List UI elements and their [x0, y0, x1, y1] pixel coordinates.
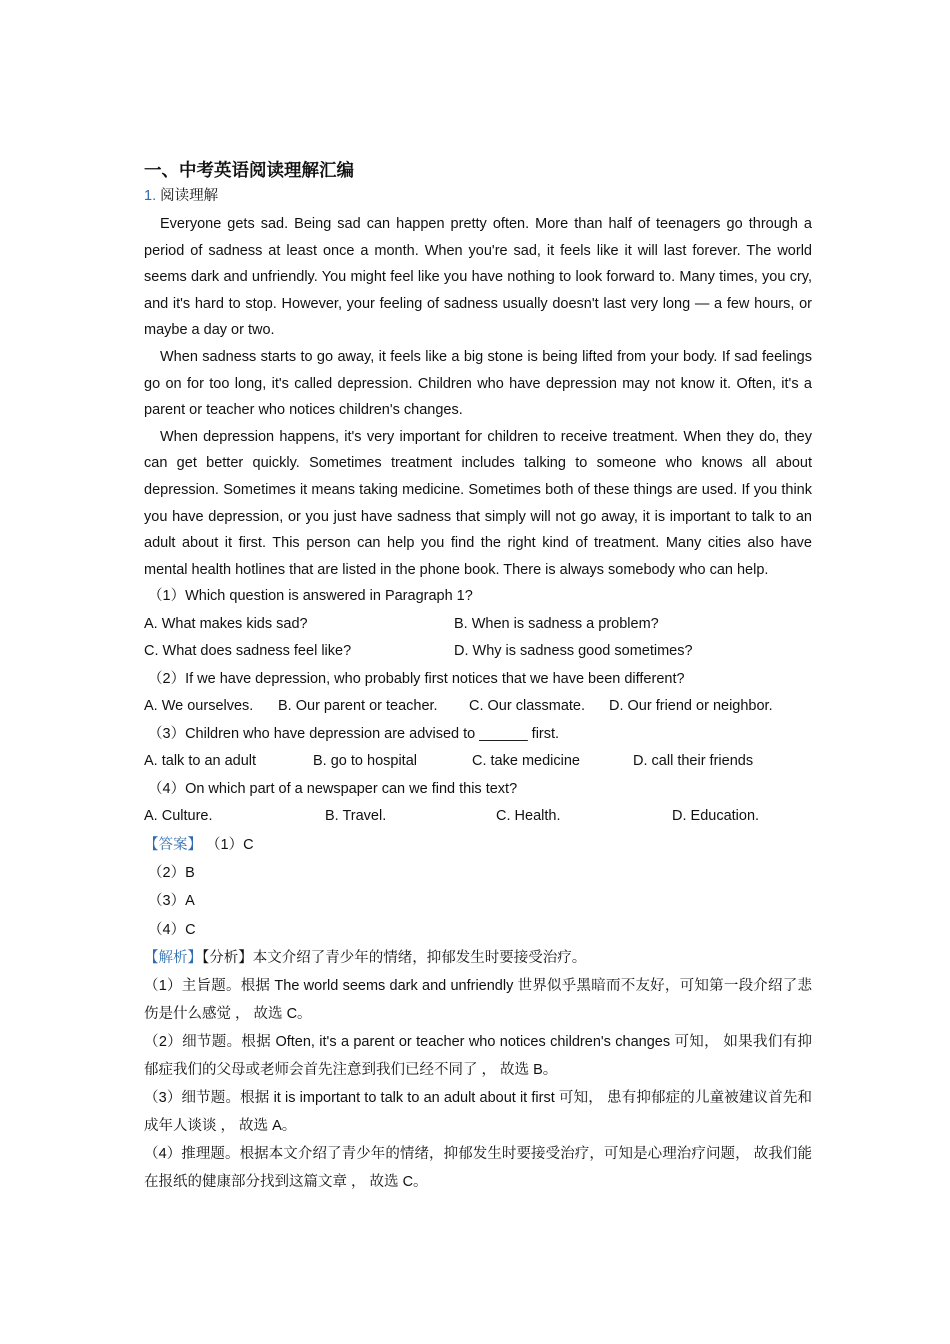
analysis-tag: 【解析】 — [144, 950, 202, 966]
passage-paragraph-2: When sadness starts to go away, it feels like a big stone is being lifted from your body. If sad feelings go on for too long, it's called depression. Children who have depression may not know it. Often, it's a parent or teacher who notices children's changes. — [144, 348, 812, 419]
answer-item: （2）B — [148, 865, 195, 882]
option-d: D. Why is sadness good sometimes? — [454, 643, 693, 660]
question-type: 阅读理解 — [160, 188, 219, 204]
option-c: C. Health. — [496, 808, 561, 825]
analysis-intro-line — [144, 944, 812, 972]
option-d: D. call their friends — [633, 753, 754, 770]
question-stem: （4）On which part of a newspaper can we find this text? — [148, 780, 518, 797]
analysis-block — [144, 944, 812, 1196]
option-b: B. Our parent or teacher. — [278, 698, 438, 715]
answer-item: （3）A — [148, 893, 195, 910]
section-title: 一、中考英语阅读理解汇编 — [144, 160, 354, 180]
question-2 — [144, 666, 812, 721]
option-a: A. We ourselves. — [144, 698, 254, 715]
options-row — [144, 693, 812, 721]
question-stem: （2）If we have depression, who probably first notices that we have been different? — [148, 670, 685, 687]
option-a: A. talk to an adult — [144, 753, 257, 770]
passage-paragraph-1: Everyone gets sad. Being sad can happen pretty often. More than half of teenagers go through a period of sadness at least once a month. When you're sad, it feels like it will last forever. The world seems dark and unfriendly. You might feel like you have nothing to look forward to. Many times, you cry, and it's hard to stop. However, your feeling of sadness usually doesn't last very long — a few hours, or maybe a day or two. — [144, 216, 812, 339]
answer-tag: 【答案】 — [144, 836, 202, 853]
analysis-item-4: （4）推理题。根据本文介绍了青少年的情绪，抑郁发生时要接受治疗，可知是心理治疗问题， 故我们能在报纸的健康部分找到这篇文章 ， 故选 C。 — [144, 1146, 812, 1190]
option-d: D. Our friend or neighbor. — [609, 698, 773, 715]
question-stem: （3）Children who have depression are advised to ______ first. — [148, 725, 560, 742]
answer-item: （4）C — [148, 921, 196, 938]
question-1 — [144, 583, 812, 666]
options-row — [144, 803, 812, 831]
option-d: D. Education. — [672, 808, 760, 825]
option-b: B. When is sadness a problem? — [454, 615, 659, 632]
reading-passage — [144, 211, 812, 583]
question-3 — [144, 721, 812, 776]
option-a: A. Culture. — [144, 808, 213, 825]
page-content — [144, 156, 812, 1196]
question-4 — [144, 776, 812, 831]
question-header — [144, 184, 812, 208]
option-c: C. take medicine — [472, 753, 580, 770]
analysis-item-2: （2）细节题。根据 Often, it's a parent or teacher who notices children's changes 可知， 如果我们有抑郁症我们的父母或老师会首先注意到我们已经不同了 ， 故选 B。 — [144, 1034, 812, 1078]
option-c: C. Our classmate. — [469, 698, 586, 715]
option-b: B. Travel. — [325, 808, 387, 825]
analysis-item-3: （3）细节题。根据 it is important to talk to an adult about it first 可知， 患有抑郁症的儿童被建议首先和成年人谈谈 ， 故选 A。 — [144, 1090, 812, 1134]
option-b: B. go to hospital — [313, 753, 417, 770]
options-row — [144, 748, 812, 776]
option-a: A. What makes kids sad? — [144, 615, 308, 632]
question-stem: （1）Which question is answered in Paragraph 1? — [148, 588, 473, 605]
analysis-item-1: （1）主旨题。根据 The world seems dark and unfriendly 世界似乎黑暗而不友好，可知第一段介绍了悲伤是什么感觉 ， 故选 C。 — [144, 978, 812, 1022]
answer-line-1 — [144, 831, 812, 859]
question-number: 1. — [144, 188, 157, 204]
option-c: C. What does sadness feel like? — [144, 643, 352, 660]
passage-paragraph-3: When depression happens, it's very important for children to receive treatment. When they do, they can get better quickly. Sometimes treatment includes talking to someone who knows all about depression. Sometimes it means taking medicine. Sometimes both of these things are used. If you think you have depression, or you just have sadness that simply will not go away, it is important to talk to an adult about it first. This person can help you find the right kind of treatment. Many cities also have mental health hotlines that are listed in the phone book. There is always somebody who can help. — [144, 428, 812, 578]
options-grid — [144, 611, 812, 666]
answer-block — [144, 831, 812, 944]
answer-item: （1）C — [206, 836, 254, 853]
analysis-intro: 【分析】本文介绍了青少年的情绪，抑郁发生时要接受治疗。 — [202, 950, 587, 966]
